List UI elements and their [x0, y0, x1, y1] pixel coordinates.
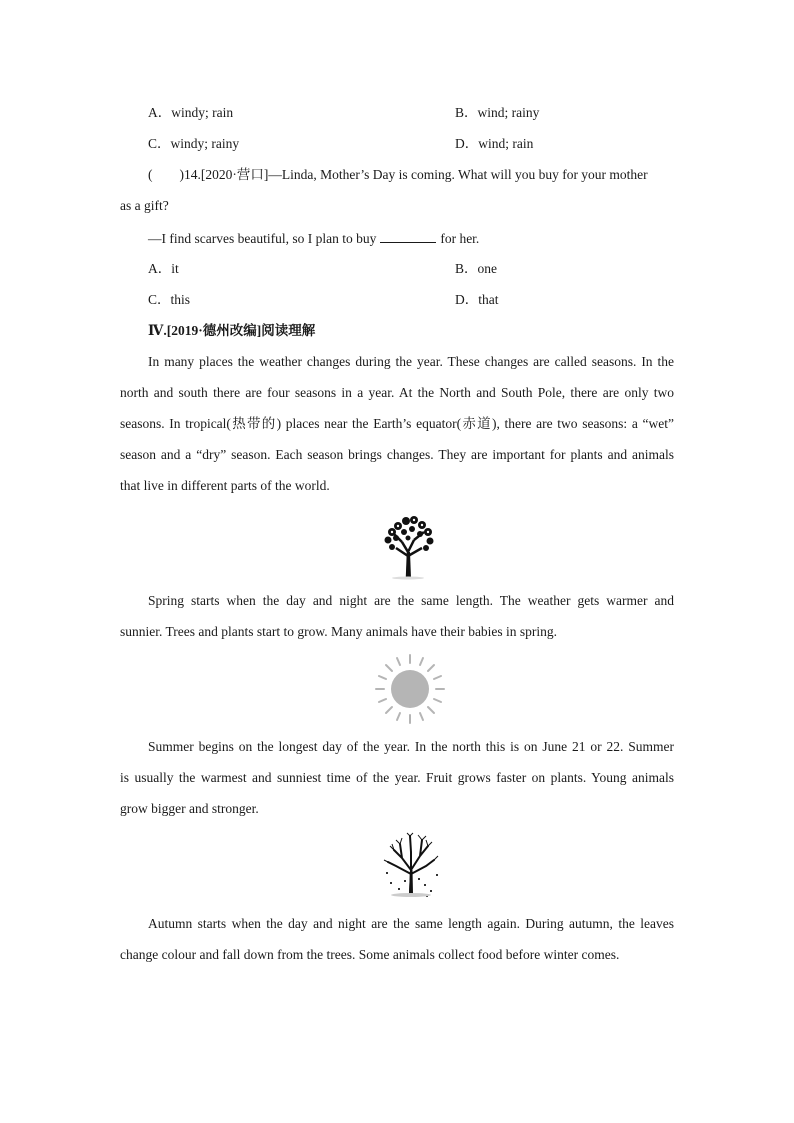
paragraph-line: season and a “dry” season. Each season brings changes. They are important for plants and animals [120, 447, 674, 462]
q14-stem-line1: ( )14.[2020·营口]—Linda, Mother’s Day is coming. What will you buy for your mother [148, 167, 648, 182]
passage-paragraph-4 [120, 908, 674, 970]
passage-paragraph-1 [120, 346, 674, 501]
paragraph-line: Summer begins on the longest day of the year. In the north this is on June 21 or 22. Summer [148, 739, 674, 754]
paragraph-line: Autumn starts when the day and night are the same length again. During autumn, the leaves [148, 916, 674, 931]
autumn-tree-icon [380, 832, 442, 900]
q14-answer-blank [380, 230, 436, 243]
leafy-tree-icon [378, 512, 440, 580]
q13-option-b: B．wind; rainy [455, 105, 540, 120]
q14-answer-after: for her. [440, 231, 480, 246]
q13-option-d: D．wind; rain [455, 136, 534, 151]
q14-option-d: D．that [455, 292, 499, 307]
paragraph-line: In many places the weather changes during the year. These changes are called seasons. In the [148, 354, 674, 369]
paragraph-line: Spring starts when the day and night are the same length. The weather gets warmer and [148, 593, 674, 608]
q13-option-c: C．windy; rainy [148, 136, 240, 151]
paragraph-line: north and south there are four seasons in a year. At the North and South Pole, there are only two [120, 385, 674, 400]
q14-option-c: C．this [148, 292, 191, 307]
section-heading: Ⅳ.[2019·德州改编]阅读理解 [148, 323, 316, 338]
q14-option-a: A．it [148, 261, 179, 276]
paragraph-line: that live in different parts of the world. [120, 478, 330, 493]
q14-answer-before: —I find scarves beautiful, so I plan to buy [148, 231, 377, 246]
paragraph-line: is usually the warmest and sunniest time of the year. Fruit grows faster on plants. Young animals [120, 770, 674, 785]
q14-answer-line [148, 230, 479, 247]
paragraph-line: seasons. In tropical(热带的) places near the Earth’s equator(赤道), there are two seasons: a “wet” [120, 416, 674, 431]
paragraph-line: sunnier. Trees and plants start to grow. Many animals have their babies in spring. [120, 624, 558, 639]
q13-option-a: A．windy; rain [148, 105, 234, 120]
q14-stem-line2: as a gift? [120, 198, 169, 213]
paragraph-line: grow bigger and stronger. [120, 801, 259, 816]
q14-option-b: B．one [455, 261, 497, 276]
passage-paragraph-2 [120, 585, 674, 647]
passage-paragraph-3 [120, 731, 674, 824]
paragraph-line: change colour and fall down from the trees. Some animals collect food before winter comes. [120, 947, 620, 962]
sun-icon [374, 653, 446, 725]
